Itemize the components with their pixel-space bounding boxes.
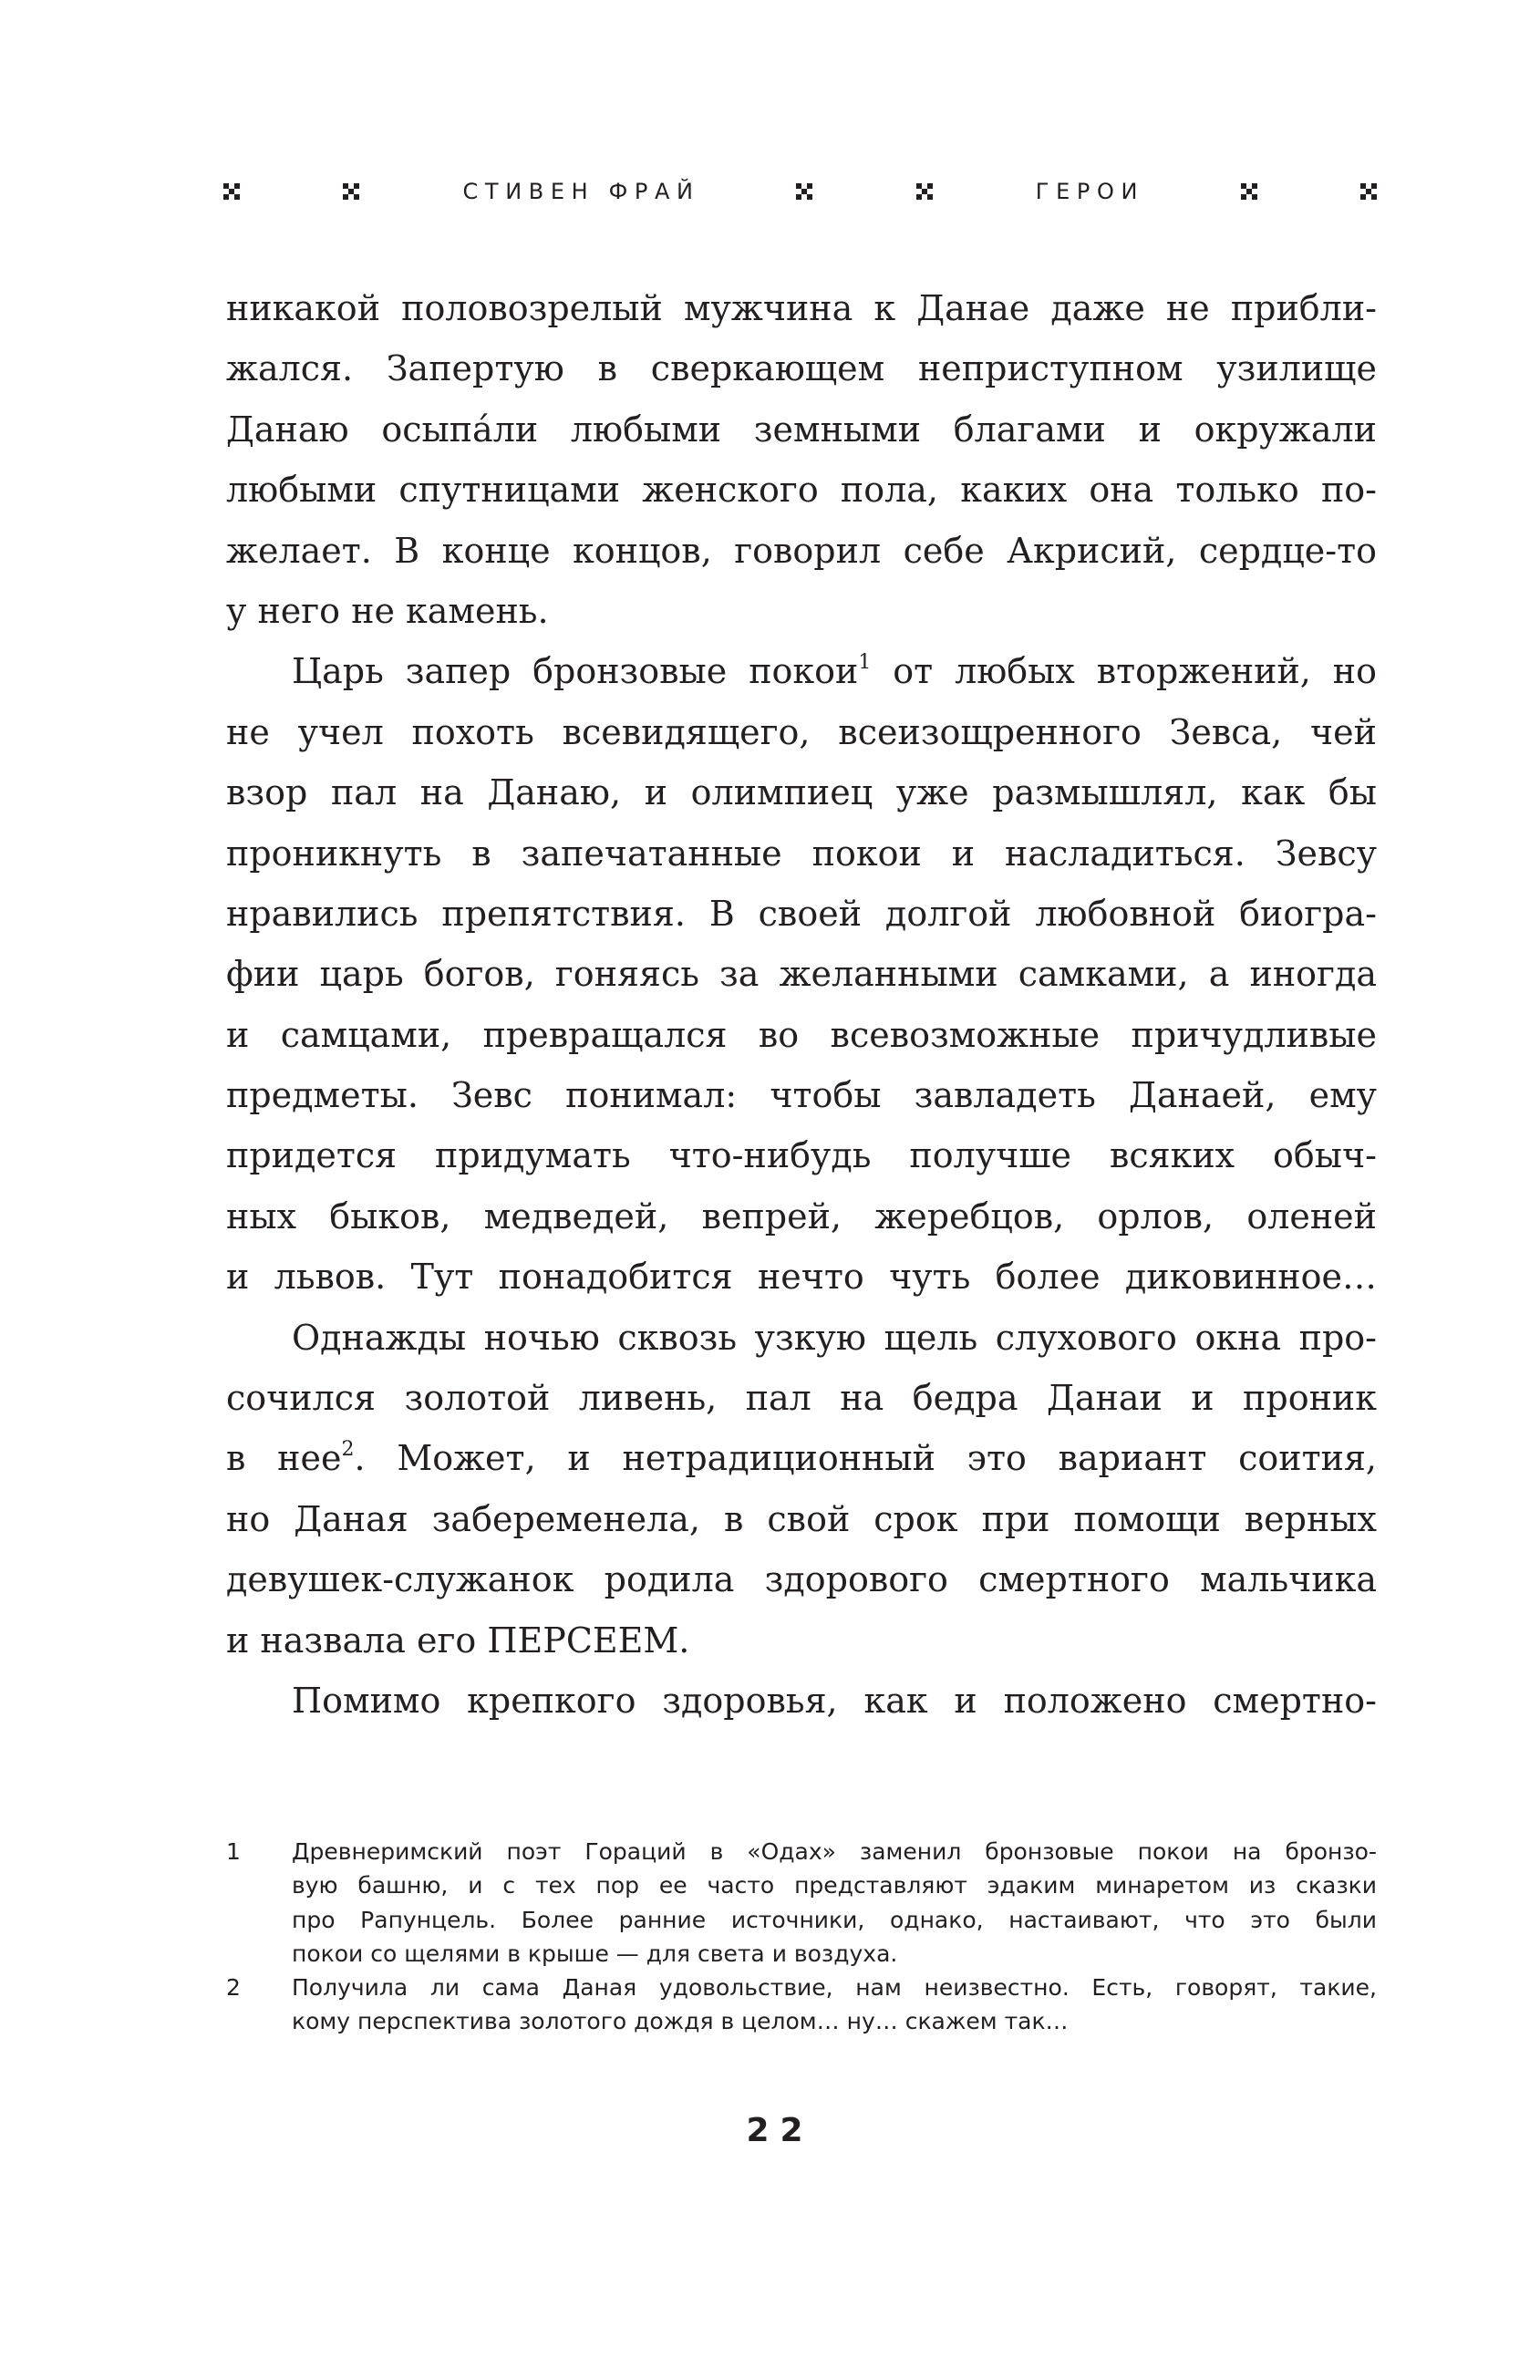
- body-line: придется придумать что-нибудь получше всяких обыч-: [226, 1135, 1377, 1176]
- footnote-line: кому перспектива золотого дождя в целом… ну… скажем так…: [292, 2008, 1069, 2035]
- body-line: любыми спутницами женского пола, каких она только по-: [226, 470, 1377, 511]
- body-line: никакой половозрелый мужчина к Данае даже не прибли-: [226, 288, 1377, 328]
- footnote-2: [226, 1971, 1377, 2039]
- body-line: Однажды ночью сквозь узкую щель слухового окна про-: [292, 1317, 1377, 1358]
- body-line: Помимо крепкого здоровья, как и положено смертно-: [292, 1680, 1377, 1721]
- running-head-author: С Т И В Е Н Ф Р А Й: [462, 179, 693, 204]
- footnote-body: [292, 1971, 1377, 2039]
- body-line: ных быков, медведей, вепрей, жеребцов, орлов, оленей: [226, 1195, 1377, 1237]
- checkered-cross-ornament-icon: [343, 183, 359, 200]
- checkered-cross-ornament-icon: [1241, 183, 1257, 200]
- body-line: сочился золотой ливень, пал на бедра Данаи и проник: [226, 1378, 1377, 1419]
- body-line-text: Царь запер бронзовые покои: [292, 651, 859, 692]
- footnote-1: [226, 1835, 1377, 1971]
- running-head: [223, 179, 1377, 204]
- body-text: [226, 278, 1377, 1731]
- footnote-ref-2[interactable]: 2: [341, 1438, 355, 1462]
- body-line: у него не камень.: [226, 590, 549, 631]
- body-line: жался. Запертую в сверкающем неприступном узилище: [226, 348, 1377, 389]
- body-line-with-footnote-ref: [226, 641, 1377, 701]
- body-line: взор пал на Данаю, и олимпиец уже размышлял, как бы: [226, 772, 1377, 813]
- body-line: нравились препятствия. В своей долгой любовной биогра-: [226, 893, 1377, 934]
- running-head-title: Г Е Р О И: [1035, 179, 1138, 204]
- footnote-number: 1: [226, 1838, 241, 1865]
- body-line-text: от любых вторжений, но: [871, 651, 1377, 692]
- footnote-ref-1[interactable]: 1: [858, 651, 872, 675]
- footnotes: [226, 1835, 1377, 2039]
- body-line-text: в нее: [226, 1438, 342, 1479]
- checkered-cross-ornament-icon: [223, 183, 240, 200]
- footnote-body: [292, 1835, 1377, 1971]
- body-line: предметы. Зевс понимал: чтобы завладеть Данаей, ему: [226, 1075, 1377, 1116]
- body-line: фии царь богов, гоняясь за желанными самками, а иногда: [226, 954, 1377, 995]
- body-line-text: . Может, и нетрадиционный это вариант соития,: [354, 1438, 1377, 1479]
- footnote-line: Древнеримский поэт Гораций в «Одах» заменил бронзовые покои на бронзо-: [292, 1838, 1377, 1865]
- page-number: 22: [746, 2112, 814, 2149]
- footnote-line: вую башню, и с тех пор ее часто представляют эдаким минаретом из сказки: [292, 1872, 1377, 1899]
- body-line-with-footnote-ref: [226, 1428, 1377, 1488]
- footnote-line: Получила ли сама Даная удовольствие, нам неизвестно. Есть, говорят, такие,: [292, 1974, 1377, 2002]
- checkered-cross-ornament-icon: [796, 183, 812, 200]
- body-line: проникнуть в запечатанные покои и насладиться. Зевсу: [226, 833, 1377, 874]
- body-line: и львов. Тут понадобится нечто чуть более диковинное…: [226, 1257, 1377, 1298]
- footnote-line: покои со щелями в крыше — для света и воздуха.: [292, 1940, 898, 1967]
- footnote-number: 2: [226, 1974, 241, 2002]
- body-line: и назвала его ПЕРСЕЕМ.: [226, 1619, 690, 1661]
- body-line: и самцами, превращался во всевозможные причудливые: [226, 1014, 1377, 1055]
- body-line: но Даная забеременела, в свой срок при помощи верных: [226, 1498, 1377, 1539]
- checkered-cross-ornament-icon: [916, 183, 933, 200]
- checkered-cross-ornament-icon: [1360, 183, 1377, 200]
- body-line: не учел похоть всевидящего, всеизощренного Зевса, чей: [226, 711, 1377, 752]
- body-line: девушек-служанок родила здорового смертного мальчика: [226, 1559, 1377, 1600]
- footnote-line: про Рапунцель. Более ранние источники, однако, настаивают, что это были: [292, 1906, 1377, 1933]
- body-line: желает. В конце концов, говорил себе Акрисий, сердце-то: [226, 530, 1377, 571]
- body-line: Данаю осыпáли любыми земными благами и окружали: [226, 409, 1377, 450]
